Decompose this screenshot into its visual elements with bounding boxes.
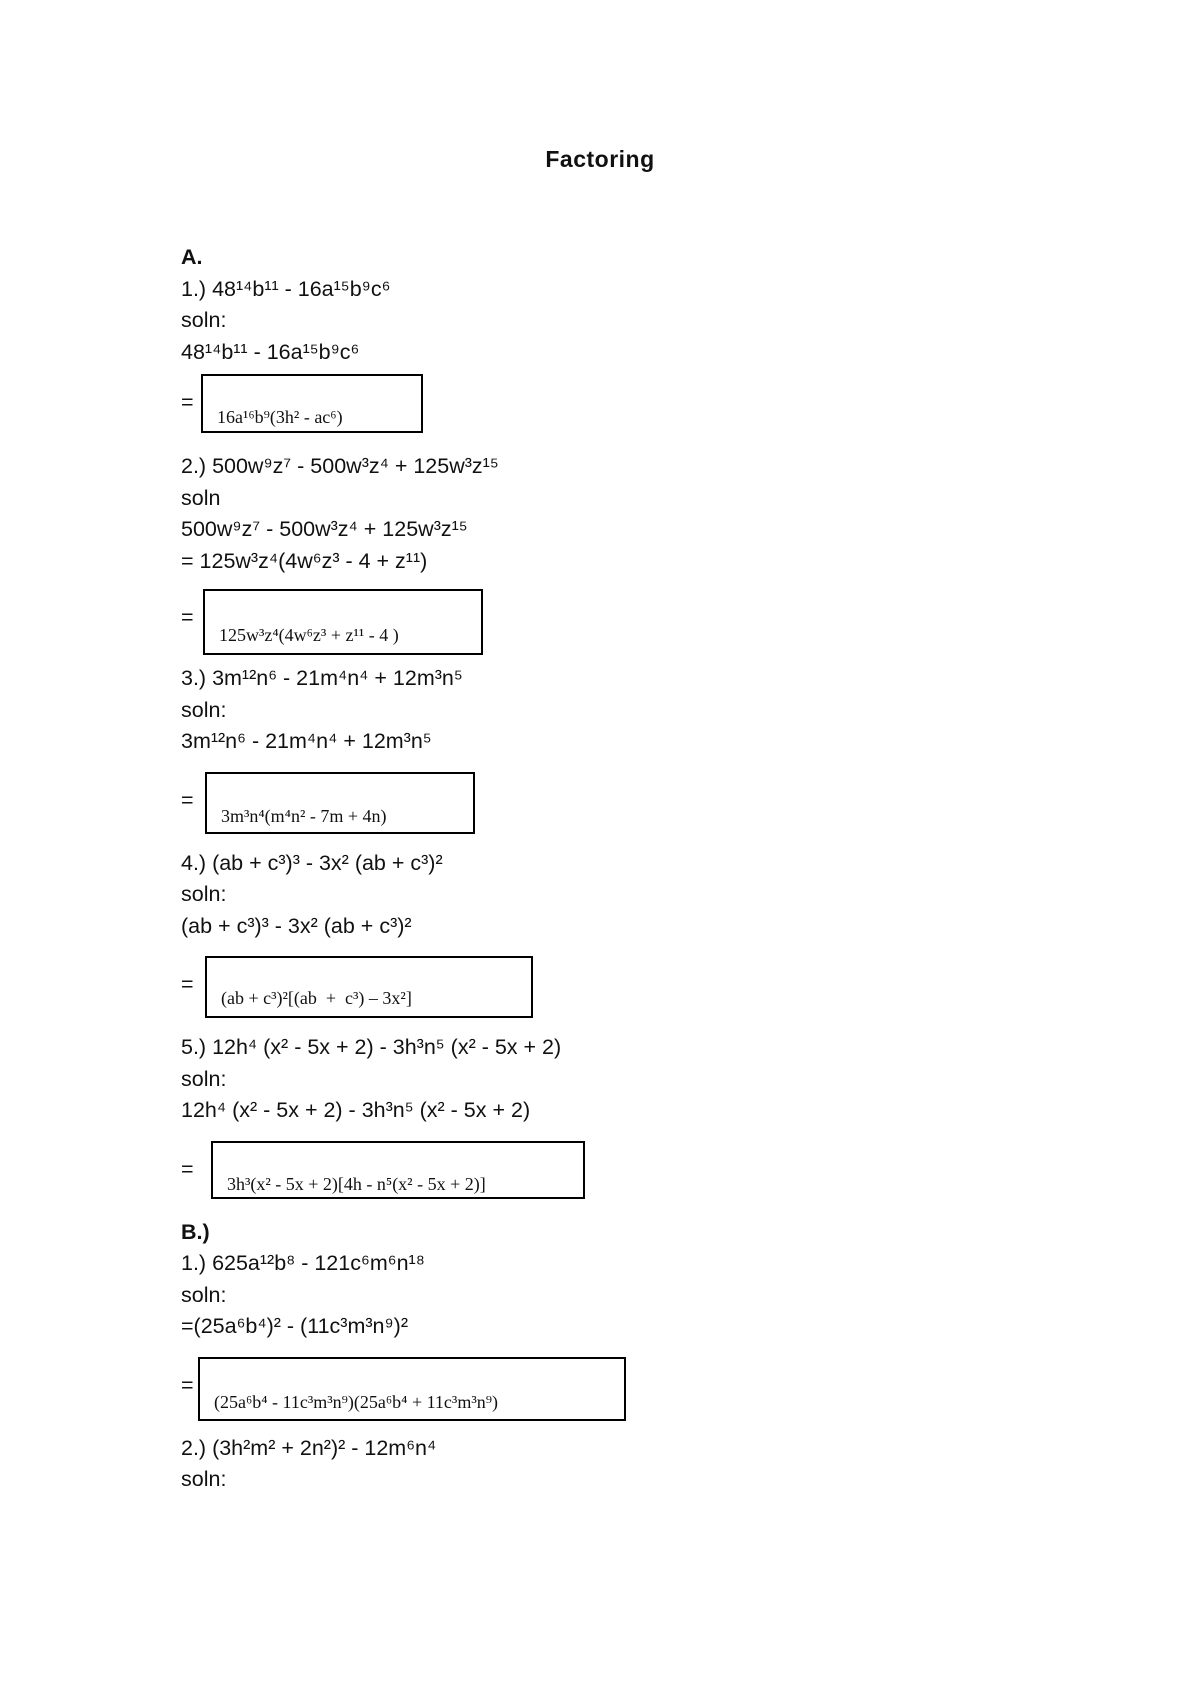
answer-box <box>211 1141 585 1199</box>
answer-box <box>201 374 423 433</box>
soln-label: soln: <box>181 1282 227 1307</box>
answer-expression: 3h³(x² - 5x + 2)[4h - n⁵(x² - 5x + 2)] <box>227 1173 486 1194</box>
problem-question: 4.) (ab + c³)³ - 3x² (ab + c³)² <box>181 850 443 875</box>
solution-step: 3m¹²n⁶ - 21m⁴n⁴ + 12m³n⁵ <box>181 729 432 753</box>
problem-a4 <box>181 848 1081 1019</box>
section-a-heading: A. <box>181 245 203 269</box>
problem-b1 <box>181 1248 1081 1421</box>
equals-sign: = <box>181 1372 194 1397</box>
answer-box <box>203 589 483 655</box>
equals-sign: = <box>181 972 194 996</box>
solution-step: (ab + c³)³ - 3x² (ab + c³)² <box>181 913 412 938</box>
section-b-heading: B.) <box>181 1219 210 1244</box>
problem-a3 <box>181 663 1081 834</box>
answer-row <box>181 589 1081 655</box>
soln-label: soln: <box>181 882 227 906</box>
problem-question: 1.) 48¹⁴b¹¹ - 16a¹⁵b⁹c⁶ <box>181 276 391 301</box>
answer-box <box>198 1357 626 1421</box>
soln-label: soln: <box>181 697 227 722</box>
solution-step: 48¹⁴b¹¹ - 16a¹⁵b⁹c⁶ <box>181 339 360 364</box>
answer-row <box>181 1141 1081 1199</box>
equals-sign: = <box>181 390 194 414</box>
answer-expression: (25a⁶b⁴ - 11c³m³n⁹)(25a⁶b⁴ + 11c³m³n⁹) <box>214 1391 498 1412</box>
problem-question: 1.) 625a¹²b⁸ - 121c⁶m⁶n¹⁸ <box>181 1251 425 1275</box>
problem-question: 2.) 500w⁹z⁷ - 500w³z⁴ + 125w³z¹⁵ <box>181 454 499 478</box>
answer-row <box>181 374 1081 433</box>
solution-step: 12h⁴ (x² - 5x + 2) - 3h³n⁵ (x² - 5x + 2) <box>181 1098 531 1122</box>
equals-sign: = <box>181 1156 194 1181</box>
soln-label: soln: <box>181 1467 227 1491</box>
problem-a5 <box>181 1032 1081 1199</box>
problem-question: 3.) 3m¹²n⁶ - 21m⁴n⁴ + 12m³n⁵ <box>181 666 463 690</box>
answer-expression: (ab + c³)²[(ab + c³) – 3x²] <box>221 988 412 1008</box>
document-body <box>181 242 1081 1496</box>
soln-label: soln: <box>181 1066 227 1091</box>
answer-box <box>205 772 475 834</box>
solution-step: 500w⁹z⁷ - 500w³z⁴ + 125w³z¹⁵ <box>181 517 468 541</box>
solution-step: = 125w³z⁴(4w⁶z³ - 4 + z¹¹) <box>181 548 428 573</box>
answer-expression: 16a¹⁶b⁹(3h² - ac⁶) <box>217 407 343 427</box>
page-title: Factoring <box>545 146 655 172</box>
problem-b2 <box>181 1433 1081 1496</box>
equals-sign: = <box>181 787 194 812</box>
problem-question: 5.) 12h⁴ (x² - 5x + 2) - 3h³n⁵ (x² - 5x + 2) <box>181 1035 562 1059</box>
answer-expression: 3m³n⁴(m⁴n² - 7m + 4n) <box>221 805 387 826</box>
soln-label: soln <box>181 485 221 510</box>
answer-row <box>181 956 1081 1018</box>
answer-box <box>205 956 533 1018</box>
problem-question: 2.) (3h²m² + 2n²)² - 12m⁶n⁴ <box>181 1435 437 1460</box>
answer-row <box>181 772 1081 834</box>
problem-a1 <box>181 274 1081 434</box>
solution-step: =(25a⁶b⁴)² - (11c³m³n⁹)² <box>181 1314 408 1338</box>
equals-sign: = <box>181 605 194 629</box>
answer-row <box>181 1357 1081 1421</box>
answer-expression: 125w³z⁴(4w⁶z³ + z¹¹ - 4 ) <box>219 625 399 645</box>
problem-a2 <box>181 451 1081 655</box>
soln-label: soln: <box>181 308 227 332</box>
